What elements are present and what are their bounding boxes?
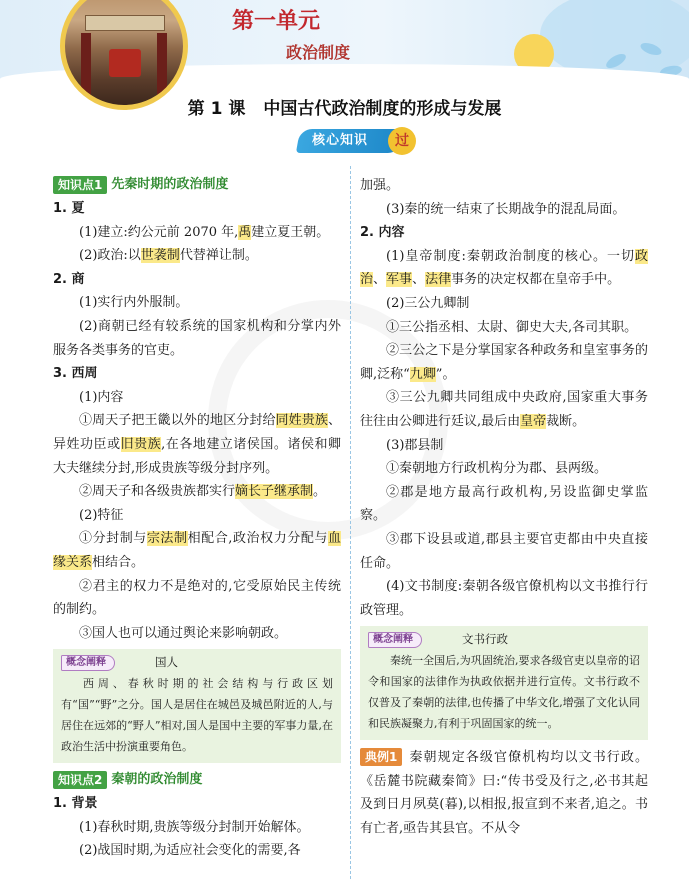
section-heading: 1. 夏	[53, 201, 85, 216]
knowledge-point-name: 秦朝的政治制度	[111, 772, 203, 788]
paragraph: ①分封制与宗法制相配合,政治权力分配与血缘关系相结合。	[53, 531, 341, 570]
paragraph: ②周天子和各级贵族都实行嫡长子继承制。	[79, 484, 327, 500]
concept-title: 国人	[155, 655, 178, 670]
paragraph: (1)内容	[79, 389, 124, 405]
highlight: 世袭制	[140, 248, 180, 264]
section-heading: 3. 西周	[53, 366, 98, 382]
concept-body: 秦统一全国后,为巩固统治,要求各级官吏以皇帝的诏令和国家的法律作为执政依据并进行宣传。文书行政不仅普及了秦朝的法律,也传播了中华文化,增强了文化认同和民族凝聚力,有利于巩固国家的统一。	[368, 654, 640, 731]
concept-badge: 概念阐释	[61, 655, 115, 671]
photo-pillar	[157, 33, 167, 103]
highlight: 禹	[238, 224, 252, 240]
concept-box	[360, 626, 648, 740]
highlight: 宗法制	[146, 531, 188, 547]
paragraph: ②郡是地方最高行政机构,另设监御史掌监察。	[360, 484, 648, 524]
unit-subtitle: 政治制度	[286, 43, 351, 62]
highlight: 嫡长子继承制	[235, 484, 314, 500]
left-column	[53, 174, 341, 863]
core-knowledge-label: 核心知识	[312, 133, 369, 148]
example-text: 秦朝规定各级官僚机构均以文书行政。《岳麓书院藏秦简》曰:“传书受及行之,必书其起及到日月夙莫(暮),以相报,报宣到不来者,追之。书有亡者,亟告其县官。不从令	[360, 750, 648, 837]
example-paragraph	[360, 746, 648, 840]
paragraph: ①秦朝地方行政机构分为郡、县两级。	[386, 461, 608, 477]
paragraph: ①三公指丞相、太尉、御史大夫,各司其职。	[386, 319, 638, 335]
highlight: 皇帝	[520, 413, 547, 429]
concept-head	[368, 630, 640, 650]
unit-title: 第一单元	[232, 9, 321, 34]
paragraph: (2)三公九卿制	[386, 295, 470, 311]
paragraph: ③三公九卿共同组成中央政府,国家重大事务往往由公卿进行廷议,最后由皇帝裁断。	[360, 390, 648, 429]
paragraph: (1)建立:约公元前 2070 年,禹建立夏王朝。	[79, 224, 330, 240]
knowledge-point-tag: 知识点1	[53, 176, 107, 194]
paragraph: (4)文书制度:秦朝各级官僚机构以文书推行行政管理。	[360, 579, 648, 618]
paragraph-continued: 加强。	[360, 178, 400, 193]
highlight: 军事	[386, 272, 413, 288]
highlight: 法律	[425, 272, 452, 288]
paragraph: ①周天子把王畿以外的地区分封给同姓贵族、异姓功臣或旧贵族,在各地建立诸侯国。诸侯和卿大夫继续分封,形成贵族等级分封序列。	[53, 413, 341, 476]
paragraph: (2)商朝已经有较系统的国家机构和分掌内外服务各类事务的官吏。	[53, 318, 341, 358]
photo-pillar	[81, 33, 91, 103]
highlight: 政治	[360, 248, 648, 288]
core-knowledge-badge	[296, 129, 409, 153]
pass-mark-icon: 过	[388, 127, 416, 155]
lesson-title	[0, 94, 689, 119]
paragraph: (1)春秋时期,贵族等级分封制开始解体。	[79, 819, 310, 835]
concept-head	[61, 653, 333, 673]
concept-badge: 概念阐释	[368, 632, 422, 648]
paragraph: ③国人也可以通过舆论来影响朝政。	[79, 625, 288, 641]
paragraph: (2)政治:以世袭制代替禅让制。	[79, 248, 258, 264]
paragraph: (1)皇帝制度:秦朝政治制度的核心。一切政治、军事、法律事务的决定权都在皇帝手中。	[360, 248, 648, 288]
highlight: 旧贵族	[120, 436, 162, 452]
paragraph: ②君主的权力不是绝对的,它受原始民主传统的制约。	[53, 578, 341, 618]
section-heading: 2. 商	[53, 271, 85, 287]
paragraph: ③郡下设县或道,郡县主要官吏都由中央直接任命。	[360, 531, 648, 571]
concept-title: 文书行政	[462, 632, 508, 647]
highlight: 同姓贵族	[275, 413, 328, 429]
paragraph: (3)郡县制	[386, 437, 444, 453]
knowledge-point-2	[53, 769, 341, 791]
section-heading: 1. 背景	[53, 796, 98, 812]
paragraph: (3)秦的统一结束了长期战争的混乱局面。	[386, 201, 626, 217]
photo-throne	[109, 49, 141, 77]
lesson-name: 中国古代政治制度的形成与发展	[263, 99, 502, 119]
knowledge-point-tag: 知识点2	[53, 771, 107, 789]
knowledge-point-name: 先秦时期的政治制度	[111, 177, 229, 193]
example-tag: 典例1	[360, 748, 402, 766]
column-divider	[350, 166, 351, 879]
knowledge-point-1	[53, 174, 341, 196]
paragraph: ②三公之下是分掌国家各种政务和皇室事务的卿,泛称“九卿”。	[360, 343, 648, 382]
photo-plaque	[85, 15, 165, 31]
highlight: 血缘关系	[53, 531, 341, 570]
paragraph: (2)战国时期,为适应社会变化的需要,各	[79, 843, 301, 859]
section-heading: 2. 内容	[360, 225, 405, 241]
highlight: 九卿	[409, 366, 436, 382]
paragraph: (2)特征	[79, 507, 124, 523]
lesson-number: 第 1 课	[187, 99, 246, 119]
right-column	[360, 174, 648, 841]
paragraph: (1)实行内外服制。	[79, 295, 189, 311]
concept-box	[53, 649, 341, 763]
concept-body: 西周、春秋时期的社会结构与行政区划有“国”“野”之分。国人是居住在城邑及城邑附近的人,与居住在远郊的“野人”相对,国人是国中主要的军事力量,在政治生活中扮演重要角色。	[61, 677, 333, 754]
